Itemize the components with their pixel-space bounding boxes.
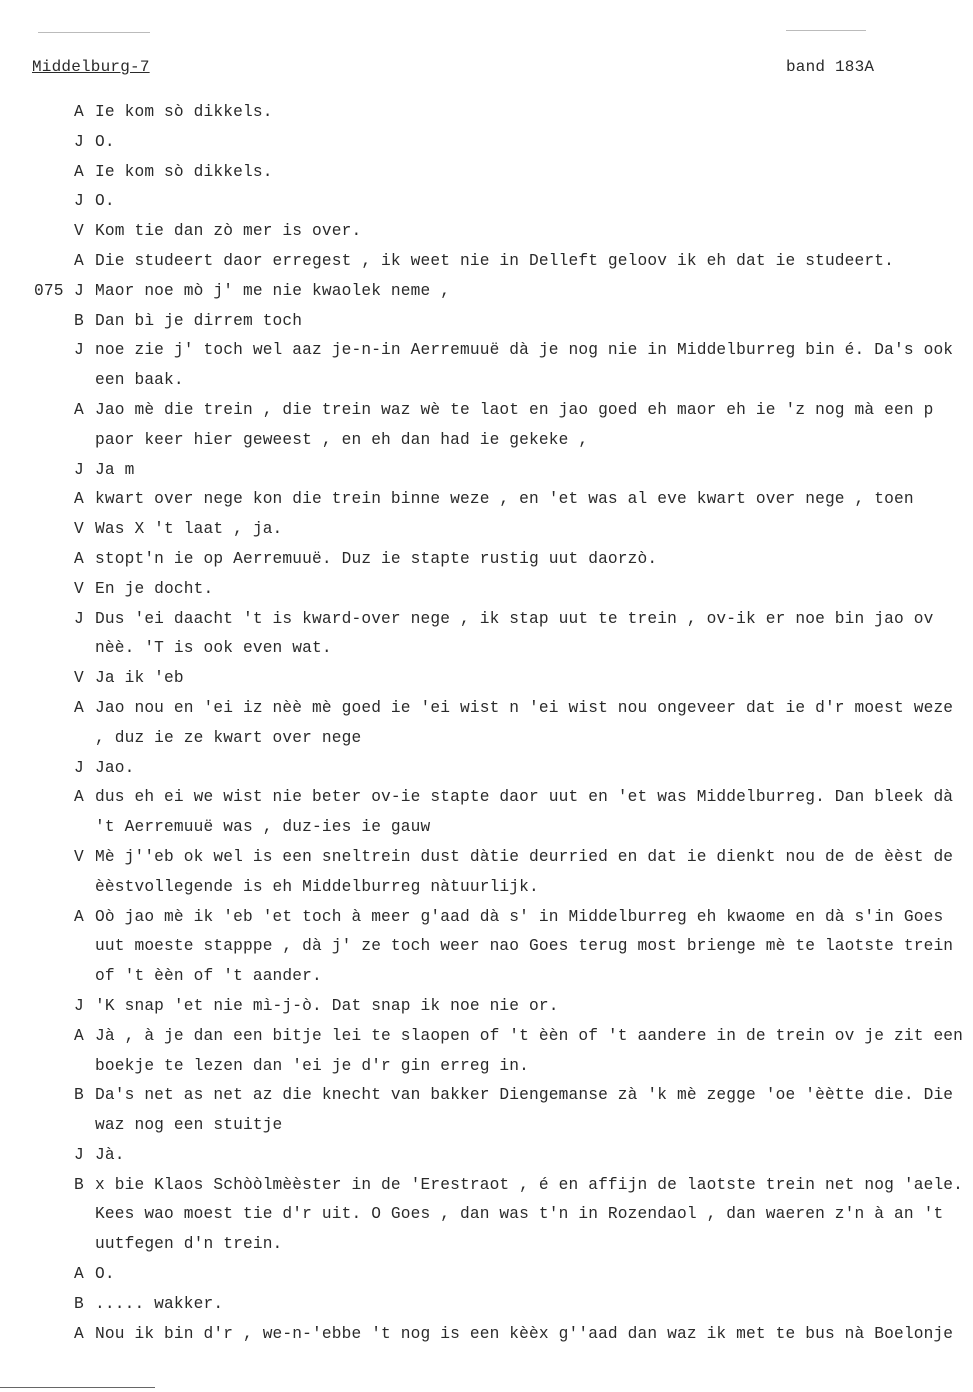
utterance-text: Dus 'ei daacht 't is kward-over nege , ik stap uut te trein , ov-ik er noe bin jao ov nèè. 'T is ook even wat. (95, 609, 934, 658)
utterance-text: Nou ik bin d'r , we-n-'ebbe 't nog is een kèèx g''aad dan waz ik met te bus nà Boelonje (95, 1324, 954, 1343)
transcript-turn (0, 664, 973, 694)
utterance-text: Jao. (95, 758, 135, 777)
utterance-text: Die studeert daor erregest , ik weet nie in Delleft geloov ik eh dat ie studeert. (95, 251, 894, 270)
transcript-turn (0, 903, 973, 992)
utterance-text: Kom tie dan zò mer is over. (95, 222, 362, 241)
utterance-text: Maor noe mò j' me nie kwaolek neme , (95, 281, 451, 300)
speaker-label: J (74, 341, 84, 360)
utterance-text: Jà , à je dan een bitje lei te slaopen of 't èèn of 't aandere in de trein ov je zit een boekje te lezen dan 'ei je d'r gin erreg in. (95, 1026, 964, 1075)
speaker-label: A (74, 907, 84, 926)
transcript-turn (0, 1081, 973, 1141)
transcript-turn (0, 1290, 973, 1320)
utterance-text: En je docht. (95, 579, 214, 598)
transcript-turn (0, 128, 973, 158)
transcript-turn (0, 754, 973, 784)
utterance-text: Jao mè die trein , die trein waz wè te laot en jao goed eh maor eh ie 'z nog mà een p paor keer hier geweest , en eh dan had ie gekeke , (95, 400, 934, 449)
speaker-label: A (74, 251, 84, 270)
transcript-turn (0, 456, 973, 486)
transcript-turn (0, 336, 973, 396)
transcript-turn (0, 843, 973, 903)
utterance-text: O. (95, 1265, 115, 1284)
speaker-label: J (74, 192, 84, 211)
transcript-turn (0, 485, 973, 515)
speaker-label: A (74, 788, 84, 807)
speaker-label: A (74, 549, 84, 568)
speaker-label: V (74, 579, 84, 598)
speaker-label: J (74, 758, 84, 777)
transcript-turn (0, 158, 973, 188)
speaker-label: A (74, 400, 84, 419)
utterance-text: Oò jao mè ik 'eb 'et toch à meer g'aad dà s' in Middelburreg eh kwaome en dà s'in Goes uut moeste stapppe , dà j' ze toch weer nao Goes terug most brienge mè te laotste trein of 't èèn of 't aander. (95, 907, 954, 986)
transcript-turn (0, 1171, 973, 1260)
speaker-label: V (74, 222, 84, 241)
utterance-text: Jao nou en 'ei iz nèè mè goed ie 'ei wist n 'ei wist nou ongeveer dat ie d'r moest weze , duz ie ze kwart over nege (95, 698, 954, 747)
footer-rule (0, 1387, 155, 1388)
transcript-turn (0, 605, 973, 665)
transcript-turn (0, 396, 973, 456)
transcript-turn (0, 515, 973, 545)
speaker-label: B (74, 1086, 84, 1105)
transcript-turn (0, 992, 973, 1022)
speaker-label: B (74, 1294, 84, 1313)
utterance-text: O. (95, 192, 115, 211)
transcript-turn (0, 217, 973, 247)
speaker-label: V (74, 847, 84, 866)
transcript-turn (0, 694, 973, 754)
speaker-label: J (74, 281, 84, 300)
speaker-label: A (74, 162, 84, 181)
speaker-label: A (74, 1265, 84, 1284)
transcript-turn (0, 545, 973, 575)
utterance-text: Mè j''eb ok wel is een sneltrein dust dàtie deurried en dat ie dienkt nou de de èèst de èèstvollegende is eh Middelburreg nàtuurlijk. (95, 847, 954, 896)
speaker-label: A (74, 103, 84, 121)
transcript-turn (0, 1320, 973, 1350)
utterance-text: Ja ik 'eb (95, 669, 184, 688)
speaker-label: V (74, 669, 84, 688)
speaker-label: J (74, 1145, 84, 1164)
utterance-text: Dan bì je dirrem toch (95, 311, 303, 330)
speaker-label: J (74, 609, 84, 628)
transcript-turn (0, 247, 973, 277)
utterance-text: dus eh ei we wist nie beter ov-ie stapte daor uut en 'et was Middelburreg. Dan bleek dà 't Aerremuuë was , duz-ies ie gauw (95, 788, 954, 837)
transcript-turn (0, 783, 973, 843)
transcript-list (0, 98, 973, 1349)
speaker-label: J (74, 996, 84, 1015)
utterance-text: noe zie j' toch wel aaz je-n-in Aerremuuë dà je nog nie in Middelburreg bin é. Da's ook een baak. (95, 341, 954, 390)
utterance-text: Ie kom sò dikkels. (95, 103, 273, 121)
tape-counter-marker: 075 (34, 281, 64, 300)
transcript-turn (0, 1141, 973, 1171)
transcript-turn (0, 1022, 973, 1082)
speaker-label: A (74, 1026, 84, 1045)
band-label: band 183A (786, 58, 875, 76)
speaker-label: A (74, 490, 84, 509)
utterance-text: stopt'n ie op Aerremuuë. Duz ie stapte rustig uut daorzò. (95, 549, 658, 568)
transcript-turn (0, 98, 973, 128)
utterance-text: Da's net as net az die knecht van bakker Diengemanse zà 'k mè zegge 'oe 'èètte die. Die waz nog een stuitje (95, 1086, 954, 1135)
speaker-label: B (74, 1175, 84, 1194)
utterance-text: 'K snap 'et nie mì-j-ò. Dat snap ik noe nie or. (95, 996, 559, 1015)
utterance-text: O. (95, 132, 115, 151)
utterance-text: Ie kom sò dikkels. (95, 162, 273, 181)
scan-speck (786, 30, 866, 31)
transcript-turn (0, 307, 973, 337)
speaker-label: V (74, 520, 84, 539)
speaker-label: J (74, 132, 84, 151)
transcript-turn (0, 1260, 973, 1290)
file-label: Middelburg-7 (32, 58, 150, 76)
utterance-text: kwart over nege kon die trein binne weze , en 'et was al eve kwart over nege , toen (95, 490, 914, 509)
scan-speck (38, 32, 150, 33)
transcript-turn (0, 277, 973, 307)
utterance-text: ..... wakker. (95, 1294, 224, 1313)
transcript-turn (0, 187, 973, 217)
speaker-label: A (74, 1324, 84, 1343)
utterance-text: x bie Klaos Schòòlmèèster in de 'Erestraot , é en affijn de laotste trein net nog 'aele. Kees wao moest tie d'r uit. O Goes , dan was t'n in Rozendaol , dan waeren z'n à an 't uutfegen d'n trein. (95, 1175, 964, 1254)
transcript-turn (0, 575, 973, 605)
utterance-text: Ja m (95, 460, 135, 479)
speaker-label: J (74, 460, 84, 479)
speaker-label: B (74, 311, 84, 330)
utterance-text: Jà. (95, 1145, 125, 1164)
utterance-text: Was X 't laat , ja. (95, 520, 283, 539)
speaker-label: A (74, 698, 84, 717)
